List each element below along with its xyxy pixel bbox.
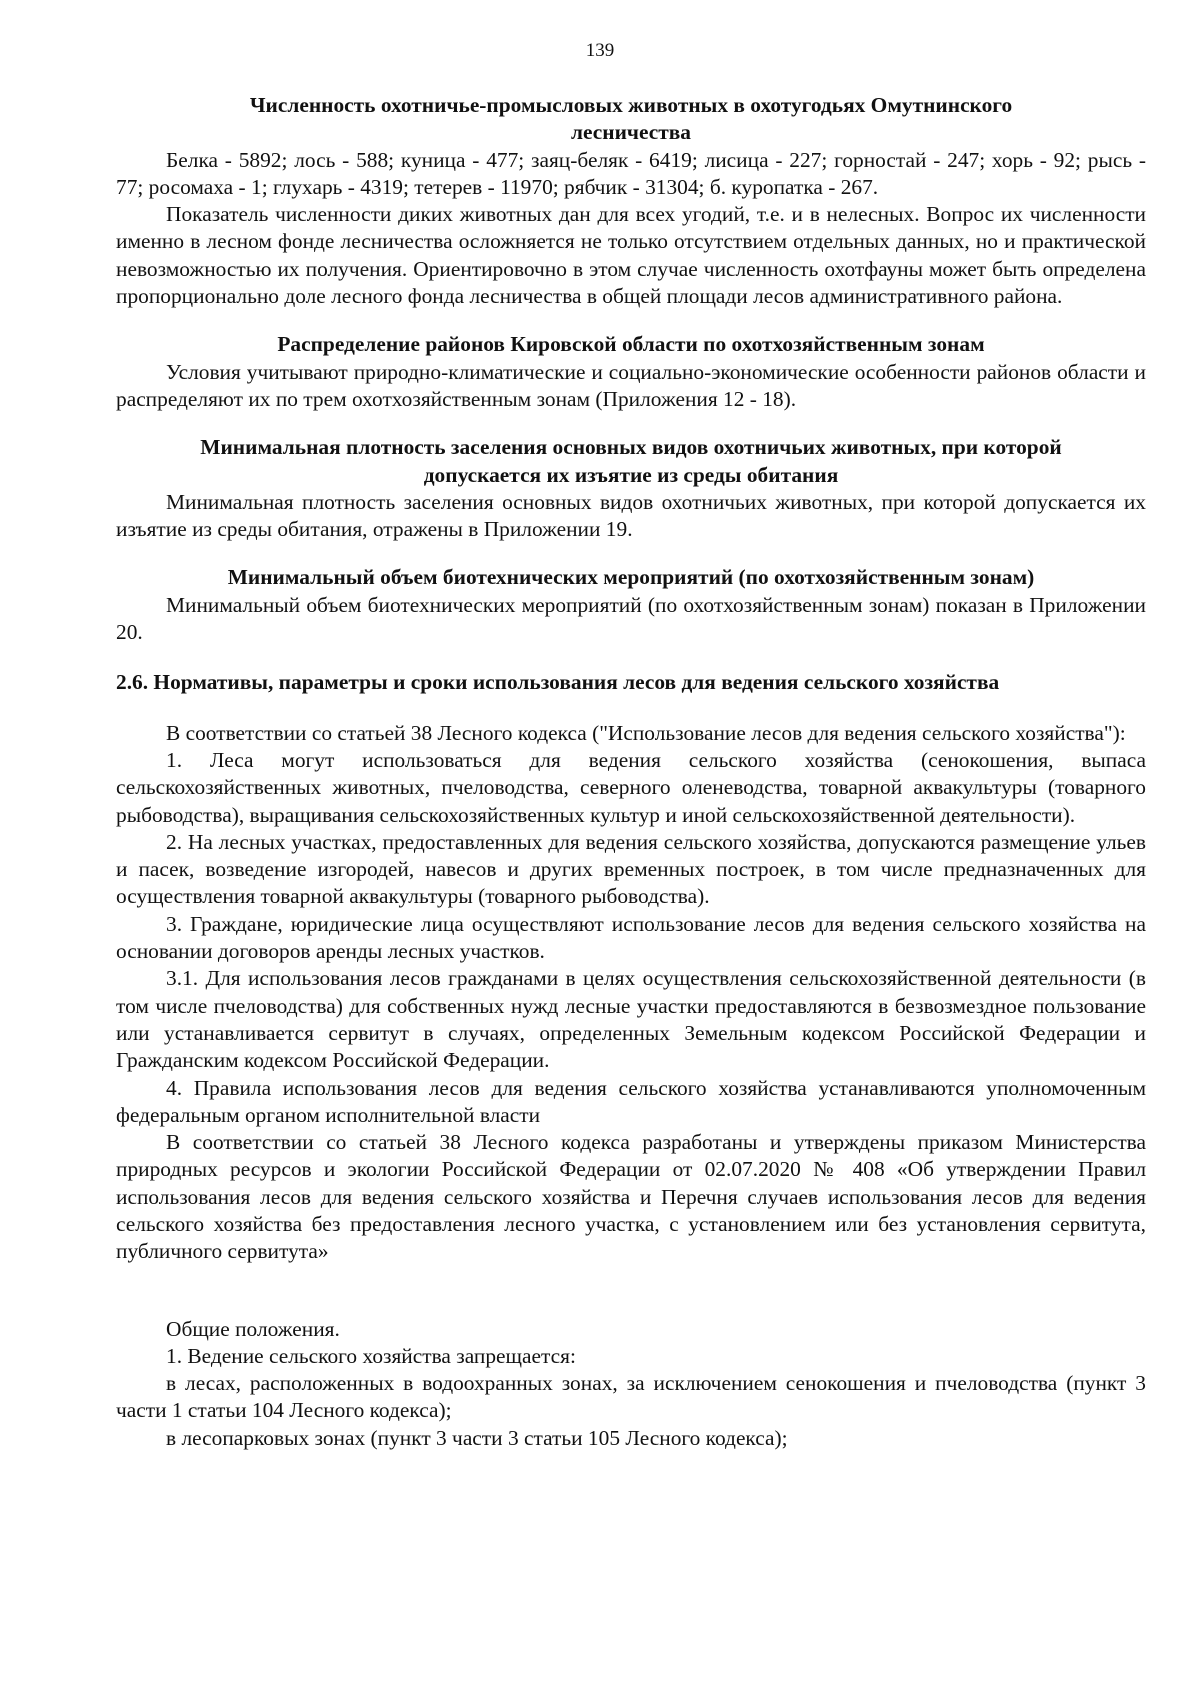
section-title-hunting-numbers-line2: лесничества: [571, 120, 691, 145]
paragraph-animal-counts: Белка - 5892; лось - 588; куница - 477; заяц-беляк - 6419; лисица - 227; горностай - 247; хорь - 92; рысь - 77; росомаха - 1; глухарь - 4319; тетерев - 11970; рябчик - 31304; б. куропатка - 267.: [116, 147, 1146, 199]
agriculture-item-1: 1. Леса могут использоваться для ведения сельского хозяйства (сенокошения, выпаса сельскохозяйственных животных, пчеловодства, северного оленеводства, товарной аквакультуры (товарного рыбоводства), выращивания сельскохозяйственных культур и иной сельскохозяйственной деятельности).: [116, 747, 1146, 827]
general-item-1: 1. Ведение сельского хозяйства запрещается:: [166, 1343, 576, 1368]
paragraph-population-note: Показатель численности диких животных дан для всех угодий, т.е. и в нелесных. Вопрос их численности именно в лесном фонде лесничества осложняется не только отсутствием отдельных данных, но и практической невозможностью их получения. Ориентировочно в этом случае численность охотфауны может быть определена пропорционально доле лесного фонда лесничества в общей площади лесов административного района.: [116, 202, 1146, 309]
page-number: 139: [585, 40, 615, 61]
section-title-biotech: Минимальный объем биотехнических мероприятий (по охотхозяйственным зонам): [227, 565, 1035, 590]
paragraph-density: Минимальная плотность заселения основных видов охотничьих животных, при которой допускается их изъятие из среды обитания, отражены в Приложении 19.: [116, 489, 1146, 542]
agriculture-item-2: 2. На лесных участках, предоставленных для ведения сельского хозяйства, допускаются размещение ульев и пасек, возведение изгородей, навесов и других временных построек, в том числе предназначенных для осуществления товарной аквакультуры (товарного рыбоводства).: [116, 829, 1146, 909]
section-title-zones: Распределение районов Кировской области по охотхозяйственным зонам: [277, 332, 985, 357]
paragraph-order-408: В соответствии со статьей 38 Лесного кодекса разработаны и утверждены приказом Министерства природных ресурсов и экологии Российской Федерации от 02.07.2020 № 408 «Об утверждении Правил использования лесов для ведения сельского хозяйства и Перечня случаев использования лесов для ведения сельского хозяйства без предоставления лесного участка, с установлением или без установления сервитута, публичного сервитута»: [116, 1130, 1146, 1264]
general-paragraph-forest-park-zones: в лесопарковых зонах (пункт 3 части 3 статьи 105 Лесного кодекса);: [166, 1425, 788, 1450]
section-title-agriculture: 2.6. Нормативы, параметры и сроки использования лесов для ведения сельского хозяйства: [116, 670, 1000, 695]
general-provisions-title: Общие положения.: [166, 1316, 340, 1341]
general-paragraph-water-zones: в лесах, расположенных в водоохранных зонах, за исключением сенокошения и пчеловодства (пункт 3 части 1 статьи 104 Лесного кодекса);: [116, 1371, 1146, 1423]
agriculture-item-3-1: 3.1. Для использования лесов гражданами в целях осуществления сельскохозяйственной деятельности (в том числе пчеловодства) для собственных нужд лесные участки предоставляются в безвозмездное пользование или устанавливается сервитут в случаях, определенных Земельным кодексом Российской Федерации и Гражданским кодексом Российской Федерации.: [116, 966, 1146, 1073]
paragraph-biotech: Минимальный объем биотехнических мероприятий (по охотхозяйственным зонам) показан в Приложении 20.: [116, 592, 1146, 645]
paragraph-agriculture-intro: В соответствии со статьей 38 Лесного кодекса ("Использование лесов для ведения сельского хозяйства"):: [166, 720, 1126, 745]
agriculture-item-4: 4. Правила использования лесов для ведения сельского хозяйства устанавливаются уполномоченным федеральным органом исполнительной власти: [116, 1075, 1146, 1127]
agriculture-item-3: 3. Граждане, юридические лица осуществляют использование лесов для ведения сельского хозяйства на основании договоров аренды лесных участков.: [116, 911, 1146, 964]
section-title-density-line2: допускается их изъятие из среды обитания: [423, 462, 839, 487]
paragraph-zones: Условия учитывают природно-климатические и социально-экономические особенности районов области и распределяют их по трем охотхозяйственным зонам (Приложения 12 - 18).: [116, 359, 1146, 411]
section-title-hunting-numbers-line1: Численность охотничье-промысловых животных в охотугодьях Омутнинского: [249, 93, 1013, 117]
page-content: [116, 92, 1146, 1452]
section-title-density-line1: Минимальная плотность заселения основных видов охотничьих животных, при которой: [200, 435, 1062, 460]
